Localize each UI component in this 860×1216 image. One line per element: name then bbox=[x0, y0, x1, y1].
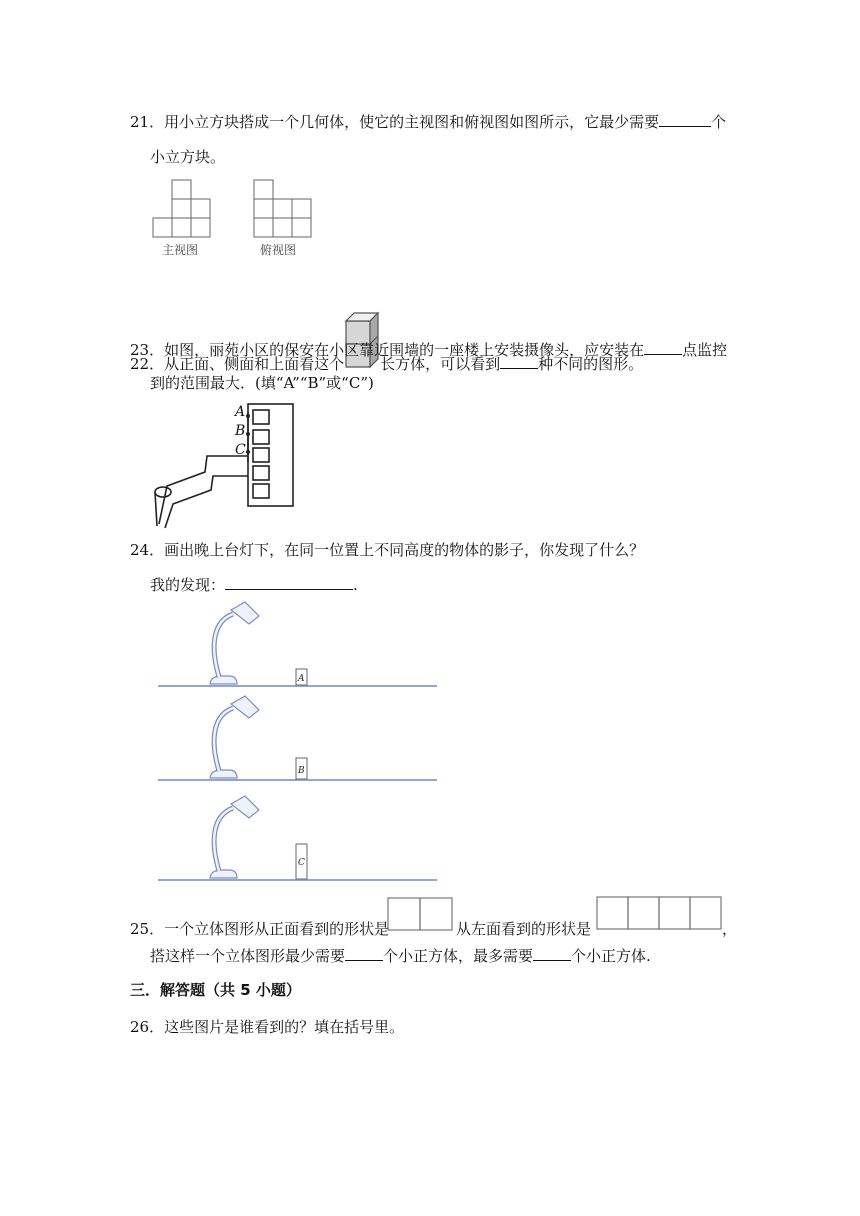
lamp-panel-c bbox=[158, 796, 437, 880]
q25-line1-end: ， bbox=[722, 920, 738, 938]
q23-line2: 到的范围最大．(填“A”“B”或“C”) bbox=[150, 374, 374, 392]
q21-answer-blank[interactable] bbox=[659, 112, 711, 127]
q25-left-shape bbox=[595, 895, 723, 931]
top-view-caption: 俯视图 bbox=[260, 243, 297, 257]
q24-answer-blank[interactable] bbox=[225, 575, 353, 590]
q25-max-blank[interactable] bbox=[533, 946, 571, 961]
lamp-panel-a bbox=[158, 602, 437, 686]
q25-min-blank[interactable] bbox=[345, 946, 383, 961]
q24-lamp-figure bbox=[155, 600, 440, 890]
q21-line1: 21．用小立方块搭成一个几何体，使它的主视图和俯视图如图所示，它最少需要 个 bbox=[130, 113, 727, 131]
front-view-grid bbox=[153, 180, 210, 237]
q21-text: 21．用小立方块搭成一个几何体，使它的主视图和俯视图如图所示，它最少需要 bbox=[130, 113, 660, 131]
q25-front-shape bbox=[386, 896, 454, 932]
object-a-label: A bbox=[298, 674, 305, 684]
q23-line1: 23．如图，丽苑小区的保安在小区靠近围墙的一座楼上安装摄像头，应安装在 点监控 bbox=[130, 341, 728, 359]
object-b-label: B bbox=[298, 766, 305, 776]
q23-building-figure bbox=[145, 400, 305, 530]
point-a-label: A bbox=[235, 404, 246, 420]
q21-views-figure bbox=[148, 174, 318, 264]
q21-line2: 小立方块。 bbox=[150, 148, 226, 166]
top-view-grid bbox=[254, 180, 311, 237]
q25-line1-mid: 从左面看到的形状是 bbox=[456, 920, 592, 938]
lamp-panel-b bbox=[158, 696, 437, 780]
q24-line1: 24．画出晚上台灯下，在同一位置上不同高度的物体的影子，你发现了什么？ bbox=[130, 541, 645, 559]
front-view-caption: 主视图 bbox=[162, 243, 199, 257]
q25-line2: 搭这样一个立体图形最少需要 个小正方体，最多需要 个小正方体. bbox=[150, 947, 651, 965]
q26-line: 26．这些图片是谁看到的？填在括号里。 bbox=[130, 1018, 405, 1036]
q22-line: 22．从正面、侧面和上面看这个 长方体，可以看到 种不同的图形。 bbox=[130, 309, 643, 374]
object-c-label: C bbox=[298, 858, 305, 868]
q24-line2: 我的发现： . bbox=[150, 576, 358, 594]
q25-line1: 25．一个立体图形从正面看到的形状是 bbox=[130, 920, 390, 938]
section-3-title: 三．解答题（共 5 小题） bbox=[130, 981, 301, 999]
point-c-label: C bbox=[235, 442, 246, 458]
point-b-label: B bbox=[235, 423, 246, 439]
q23-answer-blank[interactable] bbox=[644, 340, 682, 355]
